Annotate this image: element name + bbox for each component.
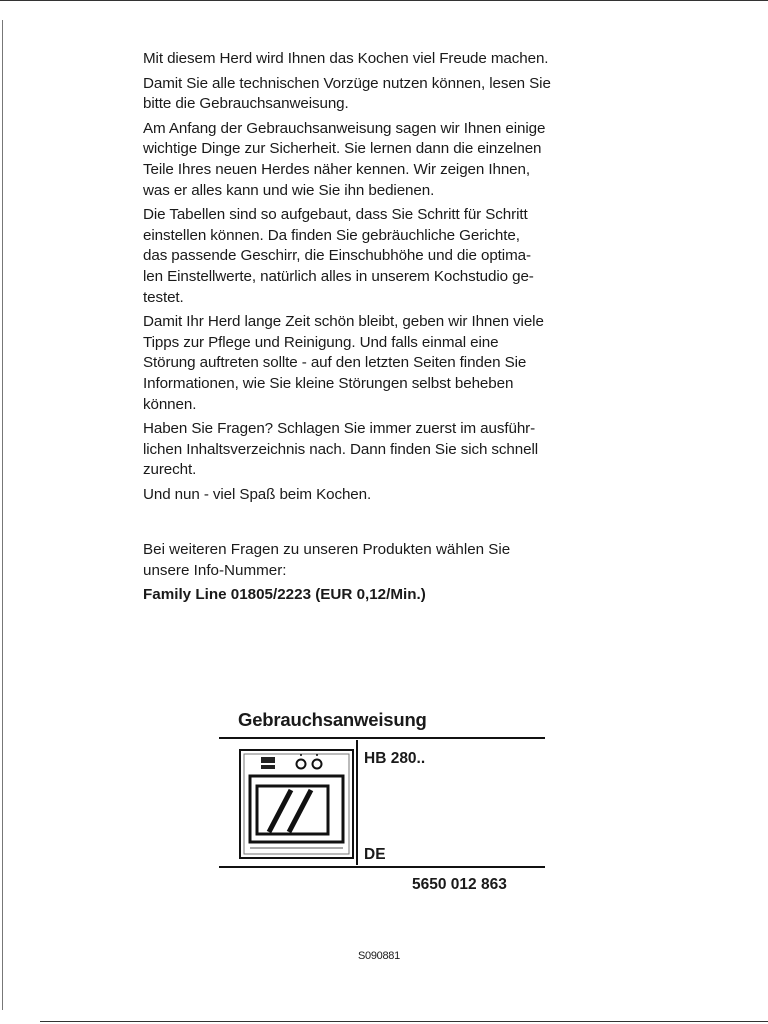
intro-paragraph-2: Damit Sie alle technischen Vorzüge nutzen können, lesen Sie bitte die Gebrauchsanweisung.	[143, 74, 551, 113]
intro-paragraph-3: Am Anfang der Gebrauchsanweisung sagen wir Ihnen einige wichtige Dinge zur Sicherheit. Sie lernen dann die einzelnen Teile Ihres neuen Herdes näher kennen. Wir zeigen Ihnen, was er alles kann und wie Sie ihn bedienen.	[143, 119, 546, 199]
scan-edge-bottom	[40, 1021, 768, 1022]
intro-text	[143, 49, 633, 509]
oven-icon	[239, 749, 354, 859]
manual-title: Gebrauchsanweisung	[238, 709, 427, 730]
intro-paragraph-1: Mit diesem Herd wird Ihnen das Kochen viel Freude machen.	[143, 50, 549, 67]
scan-edge-top	[0, 0, 768, 1]
part-number: 5650 012 863	[412, 876, 507, 893]
contact-block	[143, 540, 633, 606]
bottom-rule	[219, 866, 545, 868]
title-rule	[219, 737, 545, 739]
scan-edge-left	[2, 20, 3, 1010]
model-number: HB 280..	[364, 750, 426, 767]
hotline-number: Family Line 01805/2223 (EUR 0,12/Min.)	[143, 586, 426, 604]
intro-paragraph-5: Damit Ihr Herd lange Zeit schön bleibt, geben wir Ihnen viele Tipps zur Pflege und Reinigung. Und falls einmal eine Störung auftreten sollte - auf den letzten Seiten finden Sie Informationen, wie Sie kleine Störungen selbst beheben können.	[143, 313, 544, 413]
intro-paragraph-4: Die Tabellen sind so aufgebaut, dass Sie Schritt für Schritt einstellen können. Da finden Sie gebräuchliche Gerichte, das passende Geschirr, die Einschubhöhe und die optima- len Einstellwerte, natürlich alles in unserem Kochstudio ge- testet.	[143, 206, 534, 306]
document-code: S090881	[358, 950, 400, 962]
language-code: DE	[364, 846, 386, 863]
model-vertical-rule	[356, 740, 358, 865]
intro-paragraph-7: Und nun - viel Spaß beim Kochen.	[143, 485, 372, 503]
contact-text: Bei weiteren Fragen zu unseren Produkten wählen Sie unsere Info-Nummer:	[143, 541, 511, 579]
intro-paragraph-6: Haben Sie Fragen? Schlagen Sie immer zuerst im ausführ- lichen Inhaltsverzeichnis nach. Dann finden Sie sich schnell zurecht.	[143, 420, 539, 479]
